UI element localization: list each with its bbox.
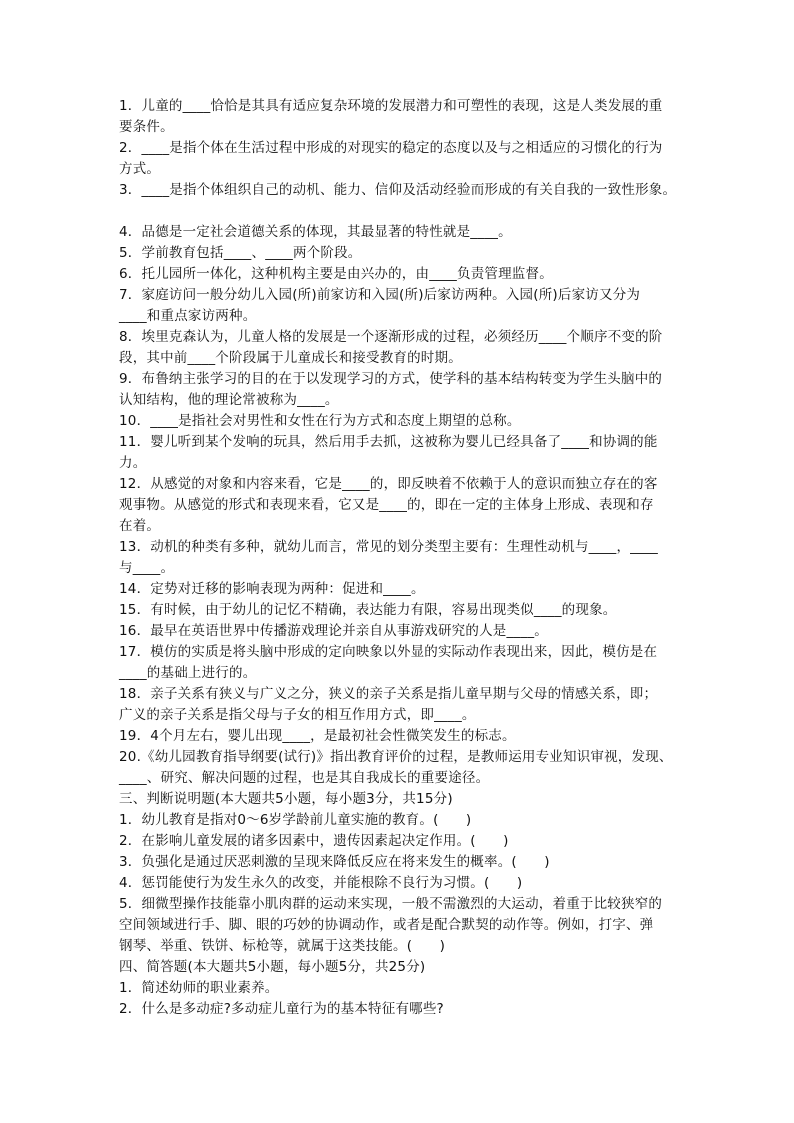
question-15: 15．有时候，由于幼儿的记忆不精确，表达能力有限，容易出现类似____的现象。 [119, 602, 617, 618]
question-20-line-2: ____、研究、解决问题的过程，也是其自我成长的重要途径。 [119, 770, 490, 786]
question-3-line-1: 3．____是指个体组织自己的动机、能力、信仰及活动经验而形成的有关自我的一致性形象。 [119, 182, 677, 198]
judgment-5-line-3: 钢琴、举重、铁饼、标枪等，就属于这类技能。( ) [119, 938, 446, 954]
question-18-line-1: 18．亲子关系有狭义与广义之分，狭义的亲子关系是指儿童早期与父母的情感关系，即； [119, 686, 658, 702]
judgment-5-line-1: 5．细微型操作技能靠小肌肉群的运动来实现，一般不需激烈的大运动，着重于比较狭窄的 [119, 896, 663, 912]
question-1-line-2: 要条件。 [119, 119, 174, 135]
question-12-line-3: 在着。 [119, 518, 161, 534]
section-3-heading: 三、判断说明题(本大题共5小题，每小题3分，共15分) [119, 791, 453, 807]
question-16: 16．最早在英语世界中传播游戏理论并亲自从事游戏研究的人是____。 [119, 623, 548, 639]
judgment-4: 4．惩罚能使行为发生永久的改变，并能根除不良行为习惯。( ) [119, 875, 523, 891]
question-17-line-1: 17．模仿的实质是将头脑中形成的定向映象以外显的实际动作表现出来，因此，模仿是在 [119, 644, 658, 660]
judgment-3: 3．负强化是通过厌恶刺激的呈现来降低反应在将来发生的概率。( ) [119, 854, 550, 870]
question-13-line-2: 与____。 [119, 560, 175, 576]
question-10: 10．____是指社会对男性和女性在行为方式和态度上期望的总称。 [119, 413, 521, 429]
blank-line [119, 201, 679, 222]
judgment-1: 1．幼儿教育是指对0～6岁学龄前儿童实施的教育。( ) [119, 812, 472, 828]
question-18-line-2: 广义的亲子关系是指父母与子女的相互作用方式，即____。 [119, 707, 476, 723]
section-4-heading: 四、简答题(本大题共5小题，每小题5分，共25分) [119, 959, 426, 975]
question-11-line-2: 力。 [119, 455, 147, 471]
question-9-line-2: 认知结构，他的理论常被称为____。 [119, 392, 339, 408]
judgment-2: 2．在影响儿童发展的诸多因素中，遗传因素起决定作用。( ) [119, 833, 509, 849]
question-7-line-2: ____和重点家访两种。 [119, 308, 257, 324]
question-19: 19．4个月左右，婴儿出现____，是最初社会性微笑发生的标志。 [119, 728, 516, 744]
question-17-line-2: ____的基础上进行的。 [119, 665, 257, 681]
question-12-line-1: 12．从感觉的对象和内容来看，它是____的，即反映着不依赖于人的意识而独立存在的客 [119, 476, 658, 492]
short-answer-1: 1．简述幼师的职业素养。 [119, 980, 279, 996]
question-2-line-2: 方式。 [119, 161, 161, 177]
short-answer-2: 2．什么是多动症?多动症儿童行为的基本特征有哪些? [119, 1001, 444, 1017]
question-9-line-1: 9．布鲁纳主张学习的目的在于以发现学习的方式，使学科的基本结构转变为学生头脑中的 [119, 371, 663, 387]
question-20-line-1: 20.《幼儿园教育指导纲要(试行)》指出教育评价的过程，是教师运用专业知识审视，发现、 [119, 749, 673, 765]
document-body [119, 96, 679, 1020]
question-6: 6．托儿园所一体化，这种机构主要是由兴办的，由____负责管理监督。 [119, 266, 553, 282]
judgment-5-line-2: 空间领域进行手、脚、眼的巧妙的协调动作，或者是配合默契的动作等。例如，打字、弹 [119, 917, 654, 933]
question-2-line-1: 2．____是指个体在生活过程中形成的对现实的稳定的态度以及与之相适应的习惯化的行为 [119, 140, 663, 156]
question-8-line-2: 段，其中前____个阶段属于儿童成长和接受教育的时期。 [119, 350, 462, 366]
question-8-line-1: 8．埃里克森认为，儿童人格的发展是一个逐渐形成的过程，必须经历____个顺序不变的阶 [119, 329, 663, 345]
question-5: 5．学前教育包括____、____两个阶段。 [119, 245, 362, 261]
question-14: 14．定势对迁移的影响表现为两种：促进和____。 [119, 581, 425, 597]
question-7-line-1: 7．家庭访问一般分幼儿入园(所)前家访和入园(所)后家访两种。入园(所)后家访又分为 [119, 287, 641, 303]
question-13-line-1: 13．动机的种类有多种，就幼儿而言，常见的划分类型主要有：生理性动机与____，____ [119, 539, 658, 555]
question-4: 4．品德是一定社会道德关系的体现，其最显著的特性就是____。 [119, 224, 512, 240]
question-12-line-2: 观事物。从感觉的形式和表现来看，它又是____的，即在一定的主体身上形成、表现和存 [119, 497, 654, 513]
question-1-line-1: 1．儿童的____恰恰是其具有适应复杂环境的发展潜力和可塑性的表现，这是人类发展的重 [119, 98, 663, 114]
question-11-line-1: 11．婴儿听到某个发响的玩具，然后用手去抓，这被称为婴儿已经具备了____和协调的能 [119, 434, 658, 450]
